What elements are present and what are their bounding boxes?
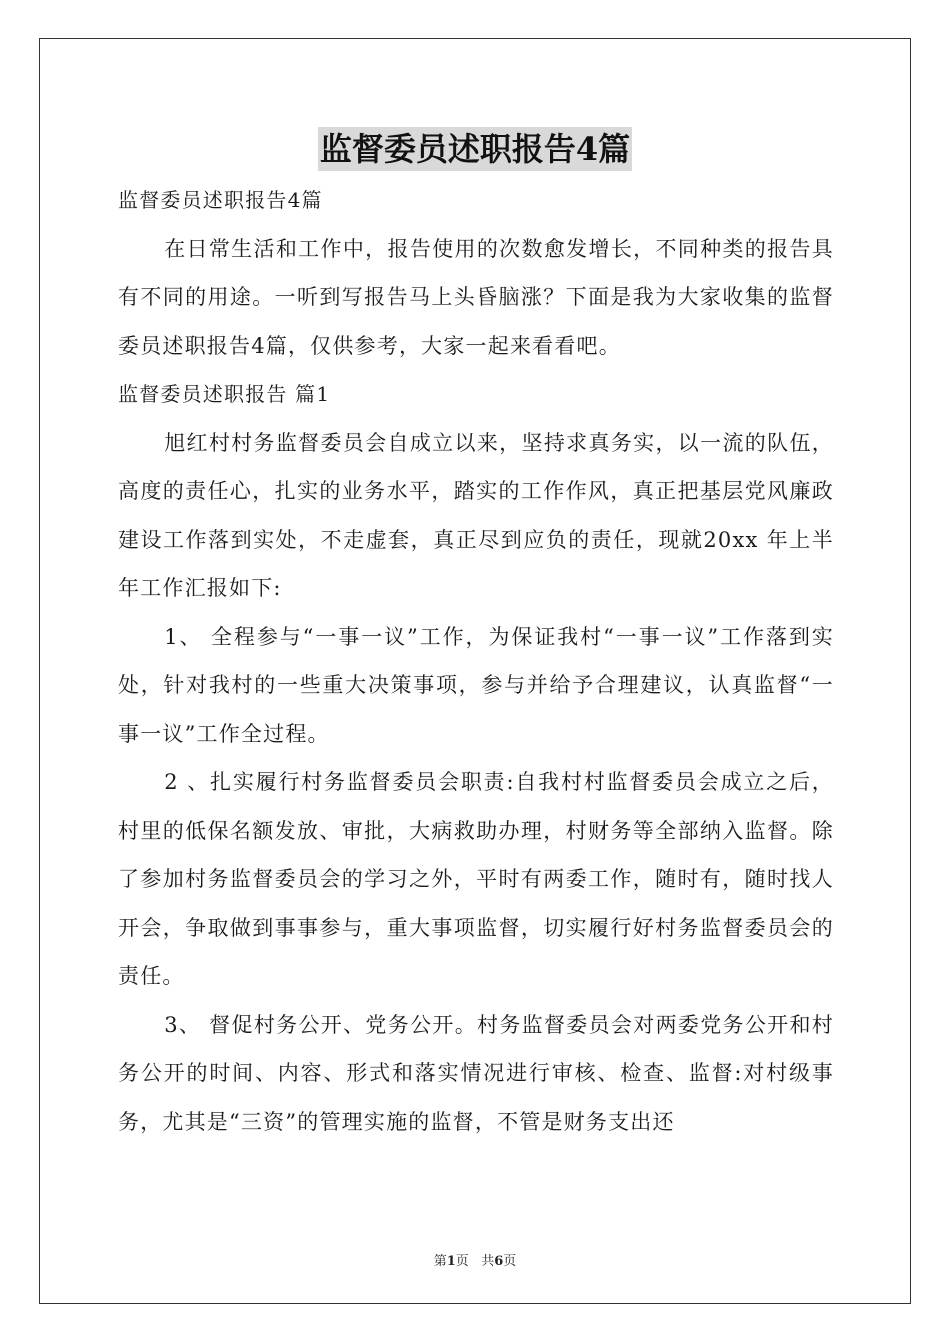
section-heading: 监督委员述职报告 篇1 bbox=[118, 382, 331, 406]
body-paragraph: 2 、扎实履行村务监督委员会职责:自我村村监督委员会成立之后，村里的低保名额发放、审批，大病救助办理，村财务等全部纳入监督。除了参加村务监督委员会的学习之外，平时有两委工作，随时有，随时找人开会，争取做到事事参与，重大事项监督，切实履行好村务监督委员会的责任。 bbox=[118, 770, 834, 988]
title-container bbox=[0, 127, 950, 171]
total-pages: 6 bbox=[494, 1254, 504, 1269]
total-label-suffix: 页 bbox=[503, 1254, 517, 1269]
page-label-prefix: 第 bbox=[433, 1254, 447, 1269]
page-footer bbox=[0, 1250, 950, 1269]
page-label-suffix: 页 bbox=[455, 1254, 469, 1269]
page-number: 1 bbox=[446, 1254, 456, 1269]
body-paragraph: 3、 督促村务公开、党务公开。村务监督委员会对两委党务公开和村务公开的时间、内容、形式和落实情况进行审核、检查、监督:对村级事务，尤其是“三资”的管理实施的监督，不管是财务支出还 bbox=[118, 1012, 834, 1134]
document-body bbox=[118, 176, 834, 1146]
intro-paragraph: 在日常生活和工作中，报告使用的次数愈发增长，不同种类的报告具有不同的用途。一听到写报告马上头昏脑涨？下面是我为大家收集的监督委员述职报告4篇，仅供参考，大家一起来看看吧。 bbox=[118, 236, 834, 358]
document-title: 监督委员述职报告4篇 bbox=[318, 127, 632, 171]
body-paragraph: 旭红村村务监督委员会自成立以来，坚持求真务实，以一流的队伍，高度的责任心，扎实的业务水平，踏实的工作作风，真正把基层党风廉政建设工作落到实处，不走虚套，真正尽到应负的责任，现就20xx 年上半年工作汇报如下: bbox=[118, 430, 834, 600]
subtitle-line: 监督委员述职报告4篇 bbox=[118, 188, 323, 212]
total-label-prefix: 共 bbox=[481, 1254, 495, 1269]
body-paragraph: 1、 全程参与“一事一议”工作，为保证我村“一事一议”工作落到实处，针对我村的一些重大决策事项，参与并给予合理建议，认真监督“一事一议”工作全过程。 bbox=[118, 624, 834, 746]
